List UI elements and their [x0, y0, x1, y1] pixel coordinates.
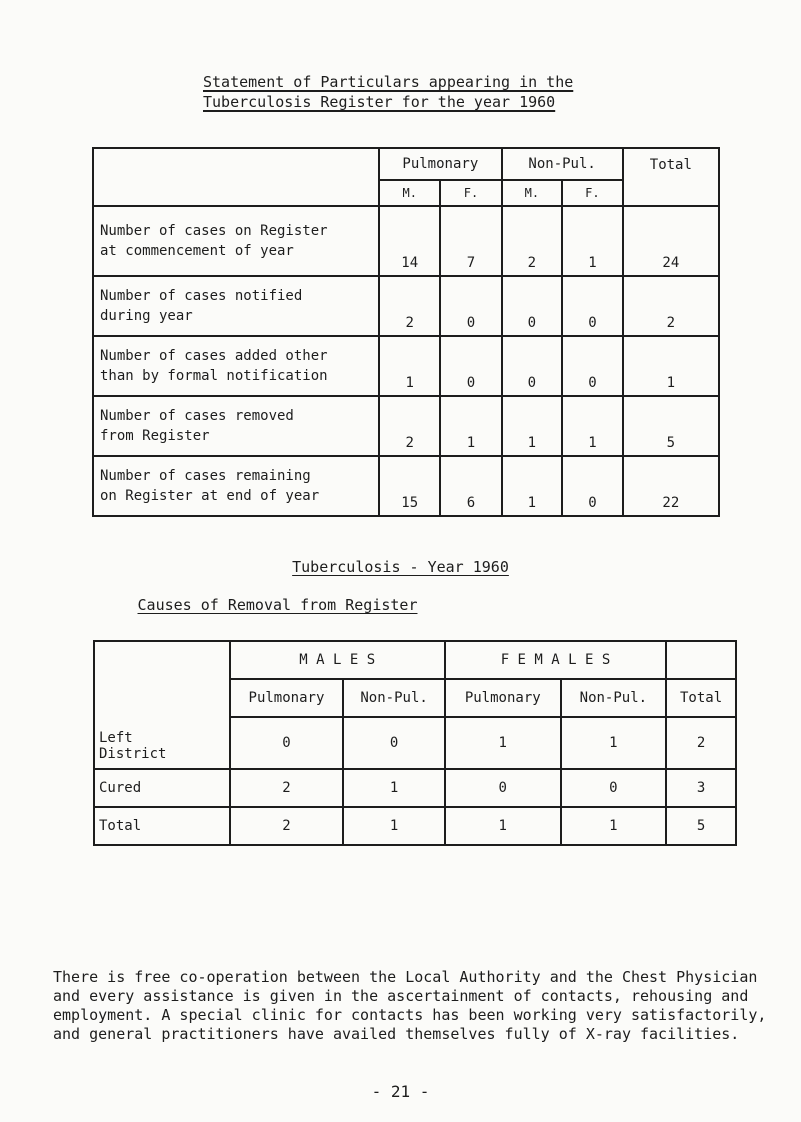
cell-value: 2 — [379, 276, 440, 336]
header-blank — [666, 641, 736, 679]
subheader-m: M. — [379, 180, 440, 206]
table-row — [93, 456, 719, 516]
cell-value: 1 — [445, 717, 561, 769]
cell-value: 0 — [561, 769, 667, 807]
col-header-total: Total — [666, 679, 736, 717]
cell-value: 1 — [562, 396, 623, 456]
cell-total: 5 — [666, 807, 736, 845]
cell-value: 2 — [502, 206, 563, 276]
table-row — [94, 807, 736, 845]
cell-value: 0 — [230, 717, 344, 769]
cell-total: 24 — [623, 206, 719, 276]
cell-total: 3 — [666, 769, 736, 807]
row-label: Total — [94, 807, 230, 845]
cell-total: 2 — [666, 717, 736, 769]
cell-value: 1 — [502, 456, 563, 516]
row-label: Number of cases removed from Register — [93, 396, 379, 456]
table-row — [93, 276, 719, 336]
cell-value: 1 — [343, 807, 445, 845]
cell-value: 6 — [440, 456, 501, 516]
cell-total: 22 — [623, 456, 719, 516]
cell-value: 1 — [561, 717, 667, 769]
cell-value: 0 — [445, 769, 561, 807]
cell-value: 1 — [379, 336, 440, 396]
group-header-males: M A L E S — [230, 641, 445, 679]
subheader-f: F. — [562, 180, 623, 206]
cell-value: 0 — [502, 336, 563, 396]
removal-heading: Tuberculosis - Year 1960 — [292, 558, 509, 576]
page-number: - 21 - — [371, 1082, 430, 1101]
row-label: Number of cases notified during year — [93, 276, 379, 336]
cell-value: 2 — [230, 769, 344, 807]
row-label-left-district: Left District — [94, 641, 230, 769]
col-header-non-pul: Non-Pul. — [343, 679, 445, 717]
table-row — [93, 206, 719, 276]
row-label: Number of cases remaining on Register at end of year — [93, 456, 379, 516]
table-row — [94, 769, 736, 807]
cell-value: 0 — [562, 276, 623, 336]
cell-value: 7 — [440, 206, 501, 276]
removal-subheading: Causes of Removal from Register — [137, 596, 418, 614]
title-line-2: Tuberculosis Register for the year 1960 — [203, 93, 556, 111]
removal-table — [93, 640, 737, 846]
table-row — [93, 396, 719, 456]
cell-value: 0 — [440, 336, 501, 396]
cell-value: 0 — [562, 456, 623, 516]
cell-value: 2 — [379, 396, 440, 456]
header-pulmonary: Pulmonary — [379, 148, 501, 180]
cell-total: 2 — [623, 276, 719, 336]
table-row — [93, 336, 719, 396]
cell-value: 0 — [562, 336, 623, 396]
cell-value: 1 — [502, 396, 563, 456]
document-title — [203, 72, 573, 112]
cell-value: 1 — [343, 769, 445, 807]
cell-value: 15 — [379, 456, 440, 516]
row-label: Number of cases added other than by formal notification — [93, 336, 379, 396]
cell-value: 1 — [440, 396, 501, 456]
col-header-non-pul: Non-Pul. — [561, 679, 667, 717]
cell-total: 1 — [623, 336, 719, 396]
cell-value: 1 — [562, 206, 623, 276]
subheader-f: F. — [440, 180, 501, 206]
cell-value: 0 — [502, 276, 563, 336]
group-header-females: F E M A L E S — [445, 641, 666, 679]
col-header-pulmonary: Pulmonary — [445, 679, 561, 717]
row-label: Cured — [94, 769, 230, 807]
cell-value: 2 — [230, 807, 344, 845]
cell-value: 1 — [445, 807, 561, 845]
body-paragraph: There is free co-operation between the Local Authority and the Chest Physician and every assistance is given in the ascertainment of contacts, rehousing and employment. A special clinic for contacts has been working very satisfactorily, and general practitioners have availed themselves fully of X-ray facilities. — [53, 968, 767, 1043]
title-line-1: Statement of Particulars appearing in the — [203, 73, 574, 91]
header-non-pul: Non-Pul. — [502, 148, 623, 180]
cell-value: 0 — [343, 717, 445, 769]
header-total: Total — [623, 148, 719, 206]
register-table — [92, 147, 720, 517]
subheader-m: M. — [502, 180, 563, 206]
cell-value: 14 — [379, 206, 440, 276]
row-label: Number of cases on Register at commencement of year — [93, 206, 379, 276]
col-header-pulmonary: Pulmonary — [230, 679, 344, 717]
cell-total: 5 — [623, 396, 719, 456]
cell-value: 0 — [440, 276, 501, 336]
header-blank — [93, 148, 379, 206]
cell-value: 1 — [561, 807, 667, 845]
